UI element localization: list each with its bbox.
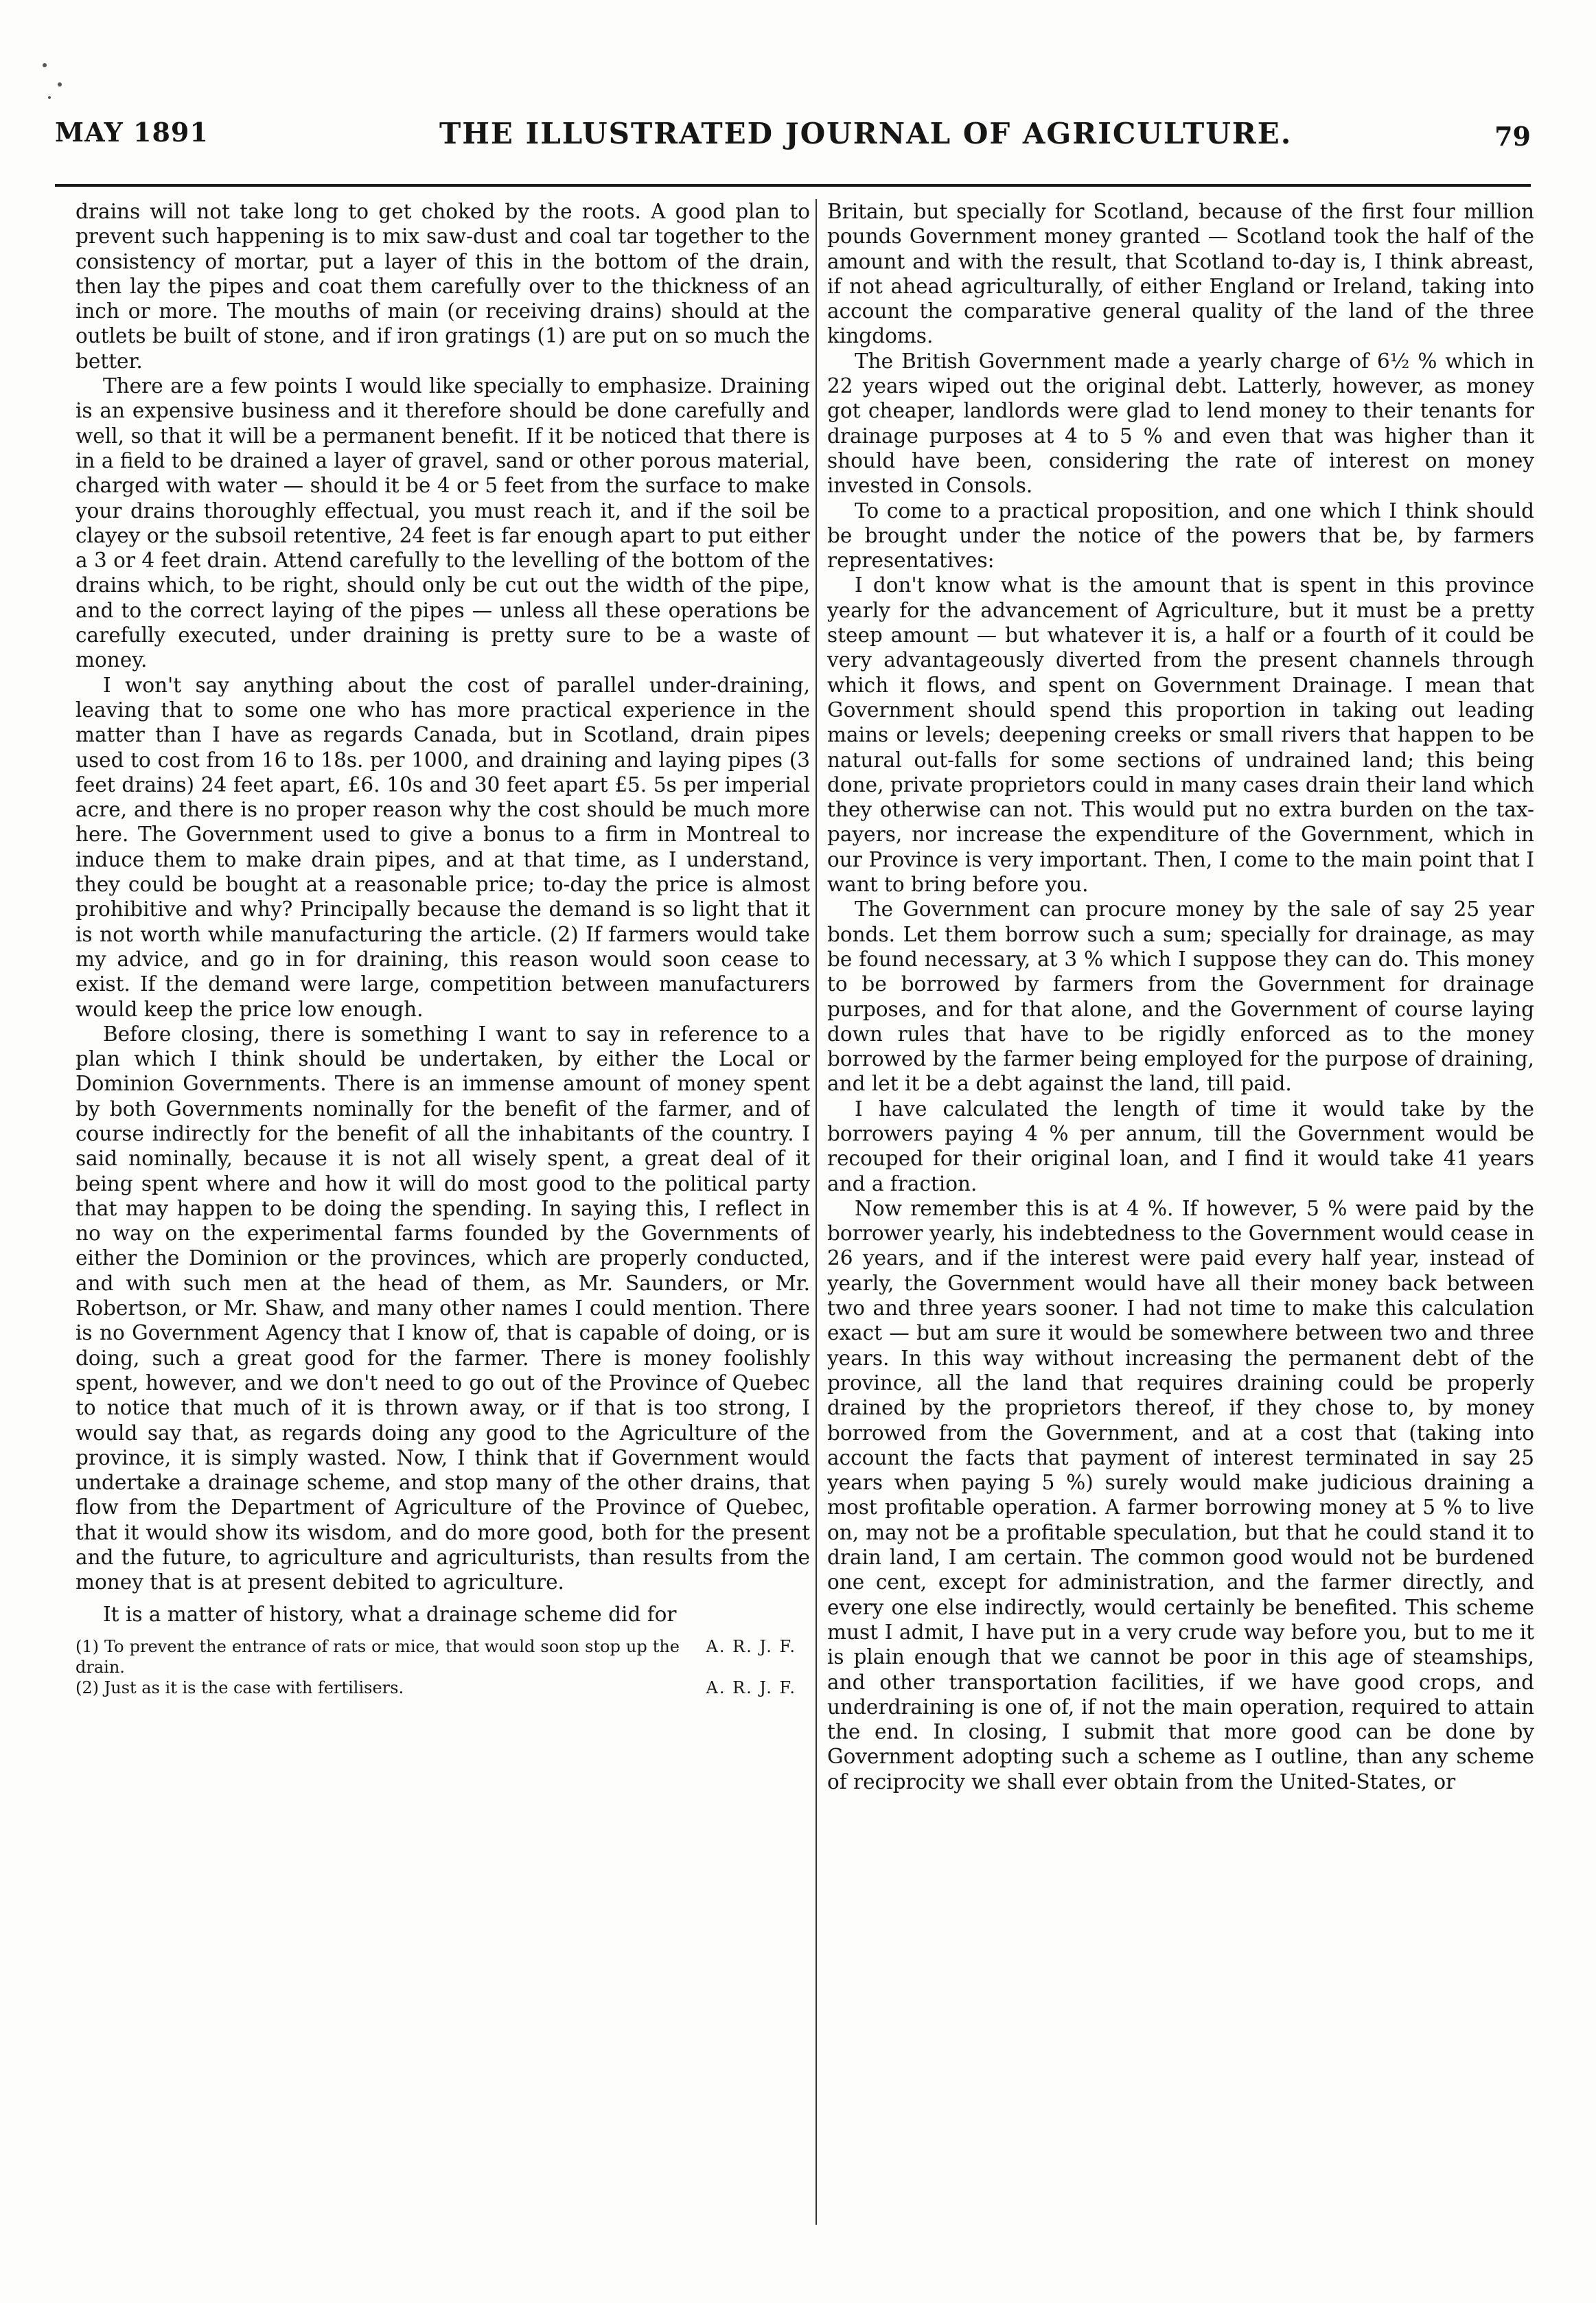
footnote-text: (1) To prevent the entrance of rats or mice, that would soon stop up the drain. bbox=[76, 1636, 680, 1677]
right-column bbox=[827, 199, 1534, 2232]
footnote-initials: A. R. J. F. bbox=[706, 1636, 796, 1656]
footnotes bbox=[76, 1636, 810, 1698]
journal-title: THE ILLUSTRATED JOURNAL OF AGRICULTURE. bbox=[439, 117, 1293, 150]
paragraph: I have calculated the length of time it would take by the borrowers paying 4 % per annum, till the Government would be recouped for their original loan, and I find it would take 41 years and a fraction. bbox=[827, 1097, 1534, 1195]
scan-speck bbox=[58, 82, 62, 87]
header-rule bbox=[55, 184, 1531, 187]
footnote-1 bbox=[76, 1636, 810, 1677]
left-column bbox=[76, 199, 810, 2232]
footnote-initials: A. R. J. F. bbox=[706, 1677, 796, 1697]
paragraph: It is a matter of history, what a drainage scheme did for bbox=[103, 1602, 677, 1626]
paragraph: To come to a practical proposition, and one which I think should be brought under the notice of the powers that be, by farmers representatives: bbox=[827, 499, 1534, 573]
paragraph: The Government can procure money by the sale of say 25 year bonds. Let them borrow such a sum; specially for drainage, as may be found necessary, at 3 % which I suppose they can do. This money to be borrowed by farmers from the Government for drainage purposes, and for that alone, and the Government of course laying down rules that have to be rigidly enforced as to the money borrowed by the farmer being employed for the purpose of draining, and let it be a debt against the land, till paid. bbox=[827, 897, 1534, 1096]
issue-date: MAY 1891 bbox=[55, 117, 209, 148]
paragraph: Britain, but specially for Scotland, because of the first four million pounds Government money granted — Scotland took the half of the amount and with the result, that Scotland to-day is, I think abreast, if not ahead agriculturally, of either England or Ireland, taking into account the comparative general quality of the land of the three kingdoms. bbox=[827, 200, 1534, 348]
footnote-2 bbox=[76, 1677, 810, 1698]
paragraph: I won't say anything about the cost of parallel under-draining, leaving that to some one who has more practical experience in the matter than I have as regards Canada, but in Scotland, drain pipes used to cost from 16 to 18s. per 1000, and draining and laying pipes (3 feet drains) 24 feet apart, £6. 10s and 30 feet apart £5. 5s per imperial acre, and there is no proper reason why the cost should be much more here. The Government used to give a bonus to a firm in Montreal to induce them to make drain pipes, and at that time, as I understand, they could be bought at a reasonable price; to-day the price is almost prohibitive and why? Principally because the demand is so light that it is not worth while manufacturing the article. (2) If farmers would take my advice, and go in for draining, this reason would soon cease to exist. If the demand were large, competition between manufacturers would keep the price low enough. bbox=[76, 673, 810, 1021]
paragraph: There are a few points I would like specially to emphasize. Draining is an expensive business and it therefore should be done carefully and well, so that it will be a permanent benefit. If it be noticed that there is in a field to be drained a layer of gravel, sand or other porous material, charged with water — should it be 4 or 5 feet from the surface to make your drains thoroughly effectual, you must reach it, and if the soil be clayey or the subsoil retentive, 24 feet is far enough apart to put either a 3 or 4 feet drain. Attend carefully to the levelling of the bottom of the drains which, to be right, should only be cut out the width of the pipe, and to the correct laying of the pipes — unless all these operations be carefully executed, under draining is pretty sure to be a waste of money. bbox=[76, 374, 810, 672]
column-divider bbox=[816, 199, 817, 2225]
paragraph: drains will not take long to get choked by the roots. A good plan to prevent such happening is to mix saw-dust and coal tar together to the consistency of mortar, put a layer of this in the bottom of the drain, then lay the pipes and coat them carefully over to the thickness of an inch or more. The mouths of main (or receiving drains) should at the outlets be built of stone, and if iron gratings (1) are put on so much the better. bbox=[76, 200, 810, 373]
paragraph: I don't know what is the amount that is spent in this province yearly for the advancement of Agriculture, but it must be a pretty steep amount — but whatever it is, a half or a fourth of it could be very advantageously diverted from the present channels through which it flows, and spent on Government Drainage. I mean that Government should spend this proportion in taking out leading mains or levels; deepening creeks or small rivers that happen to be natural out-falls for some sections of undrained land; this being done, private proprietors could in many cases drain their land which they otherwise can not. This would put no extra burden on the tax-payers, nor increase the expenditure of the Government, which in our Province is very important. Then, I come to the main point that I want to bring before you. bbox=[827, 573, 1534, 897]
scan-speck bbox=[48, 96, 51, 99]
paragraph: Before closing, there is something I want to say in reference to a plan which I think should be undertaken, by either the Local or Dominion Governments. There is an immense amount of money spent by both Governments nominally for the benefit of the farmer, and of course indirectly for the benefit of all the inhabitants of the country. I said nominally, because it is not all wisely spent, a great deal of it being spent where and how it will do most good to the political party that may happen to be doing the spending. In saying this, I reflect in no way on the experimental farms founded by the Governments of either the Dominion or the provinces, which are properly conducted, and with such men at the head of them, as Mr. Saunders, or Mr. Robertson, or Mr. Shaw, and many other names I could mention. There is no Government Agency that I know of, that is capable of doing, or is doing, such a great good for the farmer. There is money foolishly spent, however, and we don't need to go out of the Province of Quebec to notice that much of it is thrown away, or if that is too strong, I would say that, as regards doing any good to the Agriculture of the province, it is simply wasted. Now, I think that if Government would undertake a drainage scheme, and stop many of the other drains, that flow from the Department of Agriculture of the Province of Quebec, that it would show its wisdom, and do more good, both for the present and the future, to agriculture and agriculturists, than results from the money that is at present debited to agriculture. bbox=[76, 1022, 810, 1594]
page-header bbox=[55, 110, 1531, 158]
paragraph: The British Government made a yearly charge of 6½ % which in 22 years wiped out the original debt. Latterly, however, as money got cheaper, landlords were glad to lend money to their tenants for drainage purposes at 4 to 5 % and even that was higher than it should have been, considering the rate of interest on money invested in Consols. bbox=[827, 349, 1534, 498]
scan-speck bbox=[43, 63, 47, 67]
page-number: 79 bbox=[1494, 121, 1531, 152]
footnote-text: (2) Just as it is the case with fertilisers. bbox=[76, 1677, 404, 1697]
paragraph: Now remember this is at 4 %. If however, 5 % were paid by the borrower yearly, his indebtedness to the Government would cease in 26 years, and if the interest were paid every half year, instead of yearly, the Government would have all their money back between two and three years sooner. I had not time to make this calculation exact — but am sure it would be somewhere between two and three years. In this way without increasing the permanent debt of the province, all the land that requires draining could be properly drained by the proprietors thereof, if they chose to, by money borrowed from the Government, and at a cost that (taking into account the facts that payment of interest terminated in say 25 years when paying 5 %) surely would make judicious draining a most profitable operation. A farmer borrowing money at 5 % to live on, may not be a profitable speculation, but that he could stand it to drain land, I am certain. The common good would not be burdened one cent, except for administration, and the farmer directly, and every one else indirectly, would certainly be benefited. This scheme must I admit, I have put in a very crude way before you, but to me it is plain enough that we cannot be poor in this age of steamships, and other transportation facilities, if we have good crops, and underdraining is one of, if not the main operation, required to attain the end. In closing, I submit that more good can be done by Government adopting such a scheme as I outline, than any scheme of reciprocity we shall ever obtain from the United-States, or bbox=[827, 1196, 1534, 1794]
